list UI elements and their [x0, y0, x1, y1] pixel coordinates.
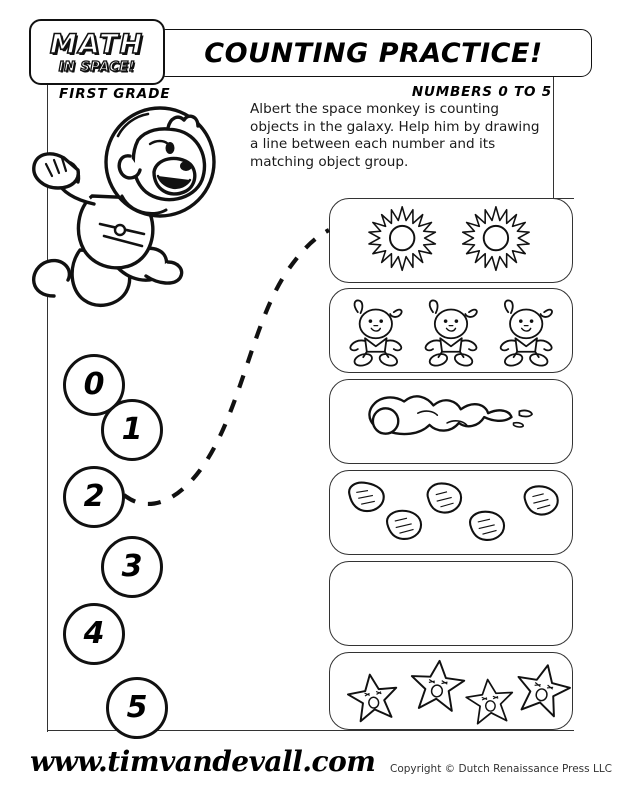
- title-bar: [155, 29, 592, 77]
- number-circle-5[interactable]: [106, 677, 168, 739]
- page-title: COUNTING PRACTICE!: [204, 37, 543, 69]
- asteroid-group-icon: [330, 471, 572, 554]
- object-group-box-2[interactable]: [329, 288, 573, 373]
- number-circle-2-value: 2: [83, 479, 105, 514]
- number-circle-2[interactable]: [63, 466, 125, 528]
- number-circle-3[interactable]: [101, 536, 163, 598]
- space-monkey-illustration: [18, 100, 238, 330]
- object-group-box-3[interactable]: [329, 379, 573, 464]
- number-circle-4[interactable]: [63, 603, 125, 665]
- sun-group-icon: [330, 199, 572, 282]
- number-circle-1-value: 1: [121, 412, 143, 447]
- comet-group-icon: [330, 380, 572, 463]
- footer-website-url[interactable]: www.timvandevall.com: [30, 745, 376, 778]
- star-group-icon: [330, 653, 572, 729]
- logo-line-in-space: IN SPACE!: [58, 59, 136, 75]
- instructions-text: Albert the space monkey is counting objects in the galaxy. Help him by drawing a line between each number and its matching object group.: [250, 101, 540, 170]
- object-group-box-6[interactable]: [329, 652, 573, 730]
- number-circle-4-value: 4: [83, 616, 105, 651]
- number-circle-0-value: 0: [83, 367, 105, 402]
- alien-group-icon: [330, 289, 572, 372]
- footer-copyright: Copyright © Dutch Renaissance Press LLC: [390, 763, 612, 775]
- numbers-range-label: NUMBERS 0 TO 5: [411, 84, 552, 100]
- number-circle-5-value: 5: [126, 690, 148, 725]
- object-group-box-1[interactable]: [329, 198, 573, 283]
- empty-group-icon: [330, 562, 572, 645]
- object-group-box-5[interactable]: [329, 561, 573, 646]
- object-group-box-4[interactable]: [329, 470, 573, 555]
- number-circle-1[interactable]: [101, 399, 163, 461]
- grade-label: FIRST GRADE: [59, 86, 171, 102]
- frame-right-rule: [553, 75, 554, 200]
- number-circle-3-value: 3: [121, 549, 143, 584]
- logo-line-math: MATH: [49, 28, 145, 60]
- math-in-space-logo: [29, 19, 165, 85]
